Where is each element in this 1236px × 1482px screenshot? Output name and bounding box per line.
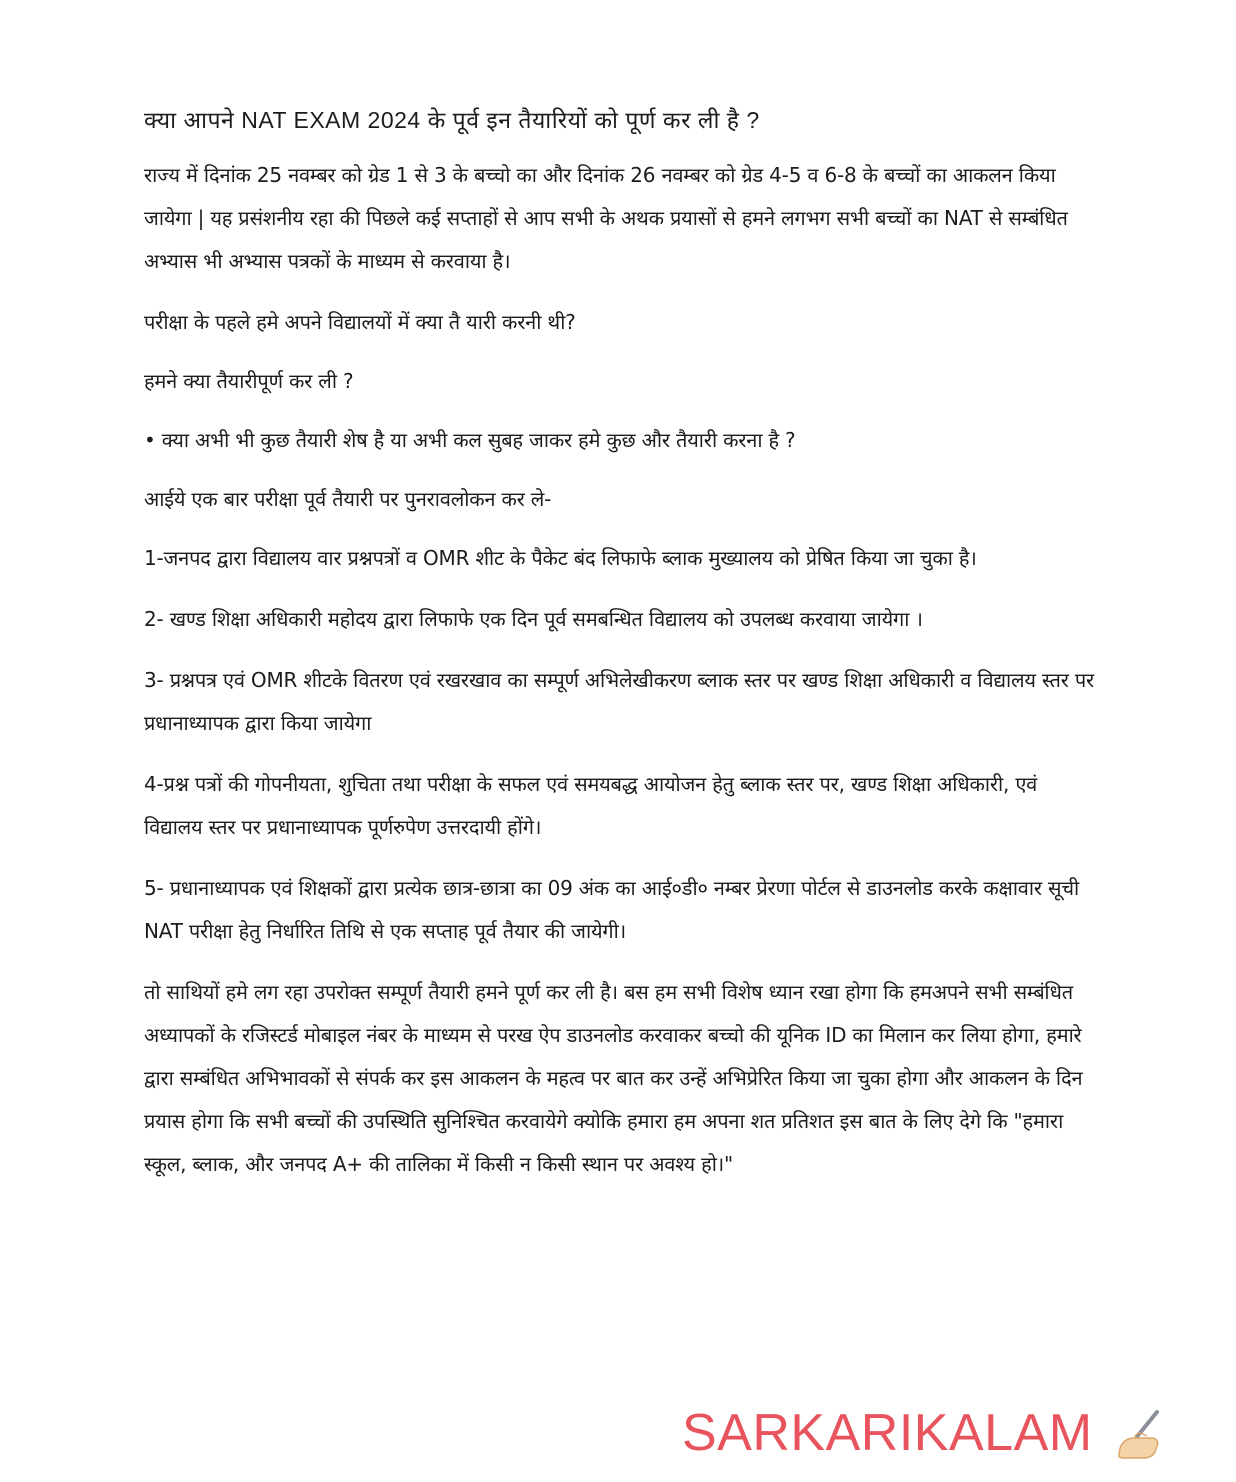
paragraph-review-intro: आईये एक बार परीक्षा पूर्व तैयारी पर पुनरावलोकन कर ले- xyxy=(144,487,552,511)
paragraph-conclusion: तो साथियों हमे लग रहा उपरोक्त सम्पूर्ण तैयारी हमने पूर्ण कर ली है। बस हम सभी विशेष ध्यान रखा होगा कि हमअपने सभी सम्बंधित अध्यापकों के रजिस्टर्ड मोबाइल नंबर के माध्यम से परख ऐप डाउनलोड करवाकर बच्चो की यूनिक ID का मिलान कर लिया होगा, हमारे द्वारा सम्बंधित अभिभावकों से संपर्क कर इस आकलन के महत्व पर बात कर उन्हें अभिप्रेरित किया जा चुका होगा और आकलन के दिन प्रयास होगा कि सभी बच्चों की उपस्थिति सुनिश्चित करवायेगे क्योकि हमारा हम अपना शत प्रतिशत इस बात के लिए देगे कि "हमारा स्कूल, ब्लाक, और जनपद A+ की तालिका में किसी न किसी स्थान पर अवश्य हो।" xyxy=(144,980,1083,1176)
list-item-4: 4-प्रश्न पत्रों की गोपनीयता, शुचिता तथा परीक्षा के सफल एवं समयबद्ध आयोजन हेतु ब्लाक स्तर पर, खण्ड शिक्षा अधिकारी, एवं विद्यालय स्तर पर प्रधानाध्यापक पूर्णरुपेण उत्तरदायी होंगे। xyxy=(144,772,1038,839)
list-item-5: 5- प्रधानाध्यापक एवं शिक्षकों द्वारा प्रत्येक छात्र-छात्रा का 09 अंक का आई०डी० नम्बर प्रेरणा पोर्टल से डाउनलोड करके कक्षावार सूची NAT परीक्षा हेतु निर्धारित तिथि से एक सप्ताह पूर्व तैयार की जायेगी। xyxy=(144,876,1080,943)
document-heading: क्या आपने NAT EXAM 2024 के पूर्व इन तैयारियों को पूर्ण कर ली है ? xyxy=(144,107,760,133)
paragraph-question-3: • क्या अभी भी कुछ तैयारी शेष है या अभी कल सुबह जाकर हमे कुछ और तैयारी करना है ? xyxy=(144,428,796,452)
watermark xyxy=(682,1398,1169,1468)
watermark-text: SARKARIKALAM xyxy=(682,1404,1093,1462)
paragraph-question-2: हमने क्या तैयारीपूर्ण कर ली ? xyxy=(144,369,354,393)
paragraph-intro: राज्य में दिनांक 25 नवम्बर को ग्रेड 1 से 3 के बच्चो का और दिनांक 26 नवम्बर को ग्रेड 4-5 व 6-8 के बच्चों का आकलन किया जायेगा | यह प्रसंशनीय रहा की पिछले कई सप्ताहों से आप सभी के अथक प्रयासों से हमने लगभग सभी बच्चों का NAT से सम्बंधित अभ्यास भी अभ्यास पत्रकों के माध्यम से करवाया है। xyxy=(144,163,1068,273)
list-item-1: 1-जनपद द्वारा विद्यालय वार प्रश्नपत्रों व OMR शीट के पैकेट बंद लिफाफे ब्लाक मुख्यालय को प्रेषित किया जा चुका है। xyxy=(144,546,977,570)
list-item-3: 3- प्रश्नपत्र एवं OMR शीटके वितरण एवं रखरखाव का सम्पूर्ण अभिलेखीकरण ब्लाक स्तर पर खण्ड शिक्षा अधिकारी व विद्यालय स्तर पर प्रधानाध्यापक द्वारा किया जायेगा xyxy=(144,668,1095,735)
list-item-2: 2- खण्ड शिक्षा अधिकारी महोदय द्वारा लिफाफे एक दिन पूर्व समबन्धित विद्यालय को उपलब्ध करवाया जायेगा । xyxy=(144,607,923,631)
document-body xyxy=(144,100,1094,1204)
writing-hand-icon xyxy=(1111,1404,1169,1462)
paragraph-question-1: परीक्षा के पहले हमे अपने विद्यालयों में क्या तै यारी करनी थी? xyxy=(144,310,576,334)
